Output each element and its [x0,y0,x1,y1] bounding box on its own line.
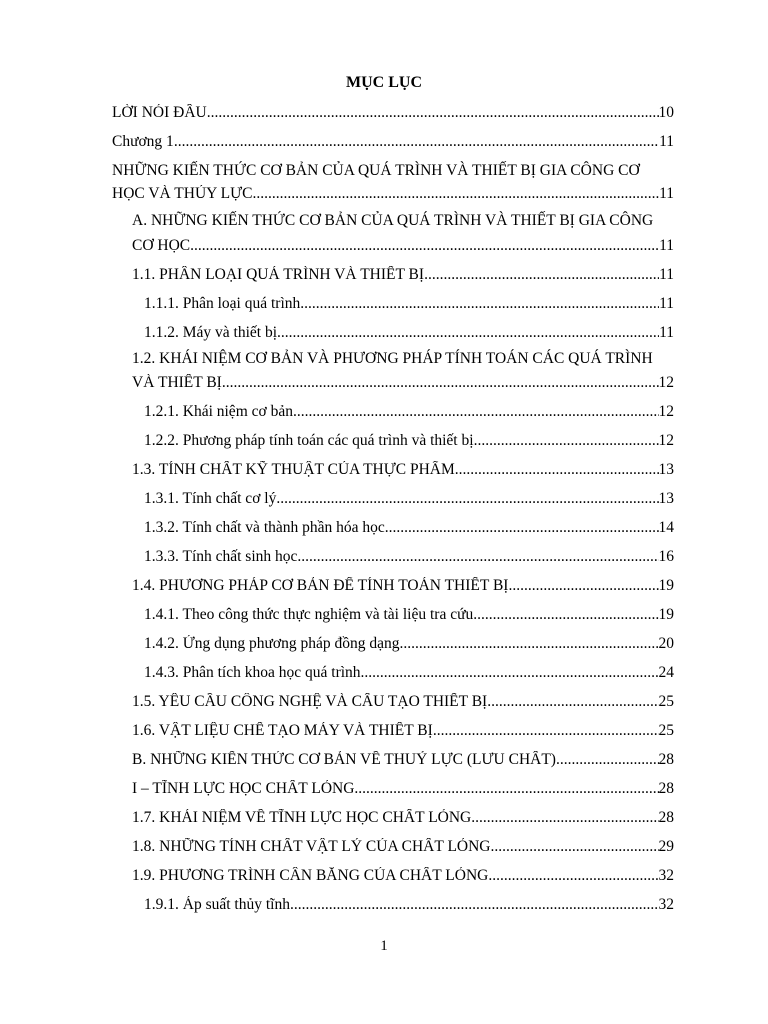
toc-entry-text: I – TĨNH LỰC HỌC CHẤT LỎNG [132,780,355,797]
dot-leader [290,896,659,914]
toc-entry-text: 1.9.1. Áp suất thủy tĩnh [144,896,290,913]
dot-leader [222,374,659,392]
toc-entry-text: 1.8. NHỮNG TÍNH CHẤT VẬT LÝ CỦA CHẤT LỎNG [132,838,491,855]
dot-leader [487,693,658,711]
toc-entry[interactable] [132,838,674,856]
toc-entry-text: CƠ HỌC [132,237,191,254]
toc-entry-text: 1.1.2. Máy và thiết bị [144,324,278,341]
toc-entry-text: 1.2.2. Phương pháp tính toán các quá trình và thiết bị [144,432,474,449]
toc-entry-page: 11 [659,295,674,312]
dot-leader [276,490,658,508]
toc-entry-line1[interactable]: A. NHỮNG KIẾN THỨC CƠ BẢN CỦA QUÁ TRÌNH VÀ THIẾT BỊ GIA CÔNG [132,212,654,229]
toc-entry-text: 1.3.3. Tính chất sinh học [144,548,298,565]
toc-entry-text: 1.1.1. Phân loại quá trình [144,295,301,312]
toc-entry-page: 13 [658,461,674,478]
dot-leader [473,606,658,624]
toc-entry-page: 11 [659,266,674,283]
dot-leader [491,838,659,856]
toc-entry-text: HỌC VÀ THỦY LỰC [112,185,253,202]
toc-entry[interactable] [132,461,674,479]
dot-leader [207,104,659,122]
toc-entry[interactable] [112,104,674,122]
toc-entry[interactable] [132,780,674,798]
toc-entry-text: 1.4.3. Phân tích khoa học quá trình [144,664,361,681]
dot-leader [455,461,659,479]
toc-entry-text: VÀ THIẾT BỊ [132,374,222,391]
toc-entry[interactable] [132,722,674,740]
toc-entry[interactable] [132,867,674,885]
toc-entry[interactable] [132,751,674,769]
toc-entry[interactable] [144,548,674,566]
toc-entry-text: 1.3. TÍNH CHẤT KỸ THUẬT CỦA THỰC PHẨM [132,461,455,478]
toc-entry-text: 1.4. PHƯƠNG PHÁP CƠ BẢN ĐỂ TÍNH TOÁN THIẾT BỊ [132,577,509,594]
toc-entry-page: 32 [658,896,674,913]
dot-leader [433,722,659,740]
toc-entry-page: 11 [659,237,674,254]
toc-entry-page: 29 [658,838,674,855]
toc-entry[interactable] [144,295,674,313]
toc-entry-text: 1.9. PHƯƠNG TRÌNH CÂN BẰNG CỦA CHẤT LỎNG [132,867,489,884]
page-number: 1 [380,938,388,954]
toc-entry-page: 11 [659,185,674,202]
toc-entry[interactable] [144,519,674,537]
toc-entry-page: 10 [658,104,674,121]
dot-leader [293,403,659,421]
toc-entry[interactable] [144,896,674,914]
toc-entry[interactable] [132,237,674,255]
toc-entry-text: B. NHỮNG KIẾN THỨC CƠ BẢN VỀ THUỶ LỰC (LƯU CHẤT) [132,751,556,768]
toc-entry-page: 14 [658,519,674,536]
toc-entry[interactable] [144,403,674,421]
dot-leader [474,432,659,450]
toc-entry[interactable] [132,577,674,595]
toc-entry-page: 19 [658,577,674,594]
toc-entry-text: 1.7. KHÁI NIỆM VỀ TĨNH LỰC HỌC CHẤT LỎNG [132,809,472,826]
toc-entry[interactable] [132,374,674,392]
toc-entry[interactable] [144,324,674,342]
dot-leader [361,664,659,682]
toc-entry[interactable] [132,809,674,827]
toc-entry-page: 28 [658,751,674,768]
toc-entry-page: 20 [658,635,674,652]
toc-entry-text: 1.4.1. Theo công thức thực nghiệm và tài liệu tra cứu [144,606,474,623]
toc-entry-page: 13 [658,490,674,507]
toc-entry[interactable] [144,490,674,508]
toc-entry-page: 12 [658,403,674,420]
toc-entry-text: 1.6. VẬT LIỆU CHẾ TẠO MÁY VÀ THIẾT BỊ [132,722,433,739]
toc-entry-text: Chương 1 [112,133,174,150]
toc-entry-text: 1.4.2. Ứng dụng phương pháp đồng dạng [144,635,400,652]
dot-leader [190,237,659,255]
toc-entry-text: 1.3.2. Tính chất và thành phần hóa học [144,519,385,536]
toc-entry[interactable] [112,133,674,151]
toc-entry-page: 24 [658,664,674,681]
dot-leader [424,266,659,284]
toc-entry[interactable] [132,693,674,711]
toc-entry-line1[interactable]: 1.2. KHÁI NIỆM CƠ BẢN VÀ PHƯƠNG PHÁP TÍNH TOÁN CÁC QUÁ TRÌNH [132,350,653,367]
toc-entry-page: 12 [658,374,674,391]
toc-entry-text: 1.5. YÊU CẦU CÔNG NGHỆ VÀ CẤU TẠO THIẾT BỊ [132,693,488,710]
toc-entry-page: 28 [658,809,674,826]
dot-leader [400,635,659,653]
dot-leader [297,548,658,566]
toc-entry[interactable] [144,664,674,682]
toc-entry-page: 25 [658,693,674,710]
dot-leader [488,867,658,885]
dot-leader [471,809,658,827]
toc-entry-page: 16 [658,548,674,565]
toc-entry-text: 1.1. PHÂN LOẠI QUÁ TRÌNH VÀ THIẾT BỊ [132,266,425,283]
toc-entry-page: 11 [659,324,674,341]
dot-leader [300,295,659,313]
toc-entry-line1[interactable]: NHỮNG KIẾN THỨC CƠ BẢN CỦA QUÁ TRÌNH VÀ THIẾT BỊ GIA CÔNG CƠ [112,162,640,179]
toc-entry-text: 1.3.1. Tính chất cơ lý [144,490,277,507]
toc-entry-page: 32 [658,867,674,884]
toc-entry-text: 1.2.1. Khái niệm cơ bản [144,403,293,420]
toc-title: MỤC LỤC [346,74,422,91]
dot-leader [277,324,659,342]
toc-entry[interactable] [144,606,674,624]
toc-entry-page: 11 [659,133,674,150]
toc-entry-page: 19 [658,606,674,623]
toc-entry[interactable] [144,635,674,653]
dot-leader [508,577,658,595]
toc-entry-page: 12 [658,432,674,449]
toc-entry-page: 28 [658,780,674,797]
dot-leader [252,185,659,203]
toc-entry-text: LỜI NÓI ĐẦU [112,104,207,121]
toc-entry[interactable] [112,185,674,203]
dot-leader [556,751,659,769]
dot-leader [385,519,659,537]
toc-entry[interactable] [132,266,674,284]
dot-leader [354,780,658,798]
toc-entry-page: 25 [658,722,674,739]
toc-entry[interactable] [144,432,674,450]
dot-leader [174,133,659,151]
